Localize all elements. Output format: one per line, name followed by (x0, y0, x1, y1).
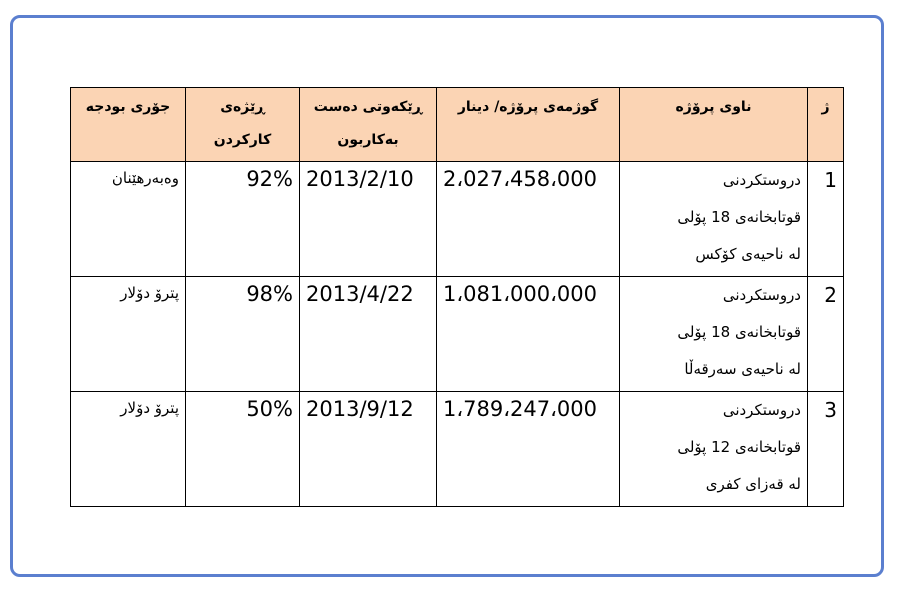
row-date: 2013/9/12 (300, 392, 437, 507)
row-cost: 1،081،000،000 (437, 277, 620, 392)
row-index: 2 (808, 277, 844, 392)
row-budget: پترۆ دۆلار (71, 392, 186, 507)
row-percent: 92% (186, 162, 300, 277)
row-name-line: قوتابخانەی 18 پۆلی (677, 208, 801, 226)
row-name-line: لە ناحیەی کۆکس (695, 245, 801, 263)
row-date: 2013/4/22 (300, 277, 437, 392)
row-name-line: لە ناحیەی سەرقەڵا (684, 360, 801, 378)
header-index: ژ (808, 88, 844, 162)
row-name (620, 277, 808, 392)
row-date: 2013/2/10 (300, 162, 437, 277)
table-row (71, 162, 844, 277)
row-name-line: قوتابخانەی 12 پۆلی (677, 438, 801, 456)
row-name-line: لە قەزای کفری (705, 475, 801, 493)
header-budget: جۆری بودجە (71, 88, 186, 162)
projects-table (70, 87, 844, 507)
header-percent: ڕێژەی کارکردن (186, 88, 300, 162)
row-name-line: دروستکردنی (722, 171, 801, 189)
table-row (71, 277, 844, 392)
row-index: 3 (808, 392, 844, 507)
row-percent: 50% (186, 392, 300, 507)
header-row (71, 88, 844, 162)
table-row (71, 392, 844, 507)
row-budget: پترۆ دۆلار (71, 277, 186, 392)
header-cost: گوژمەی پرۆژە/ دینار (437, 88, 620, 162)
row-percent: 98% (186, 277, 300, 392)
row-name (620, 392, 808, 507)
header-date: ڕێکەوتی دەست بەکاربون (300, 88, 437, 162)
row-budget: وەبەرهێنان (71, 162, 186, 277)
header-name: ناوی پرۆژە (620, 88, 808, 162)
row-name-line: قوتابخانەی 18 پۆلی (677, 323, 801, 341)
row-cost: 2،027،458،000 (437, 162, 620, 277)
row-index: 1 (808, 162, 844, 277)
row-name-line: دروستکردنی (722, 286, 801, 304)
row-name (620, 162, 808, 277)
row-cost: 1،789،247،000 (437, 392, 620, 507)
row-name-line: دروستکردنی (722, 401, 801, 419)
